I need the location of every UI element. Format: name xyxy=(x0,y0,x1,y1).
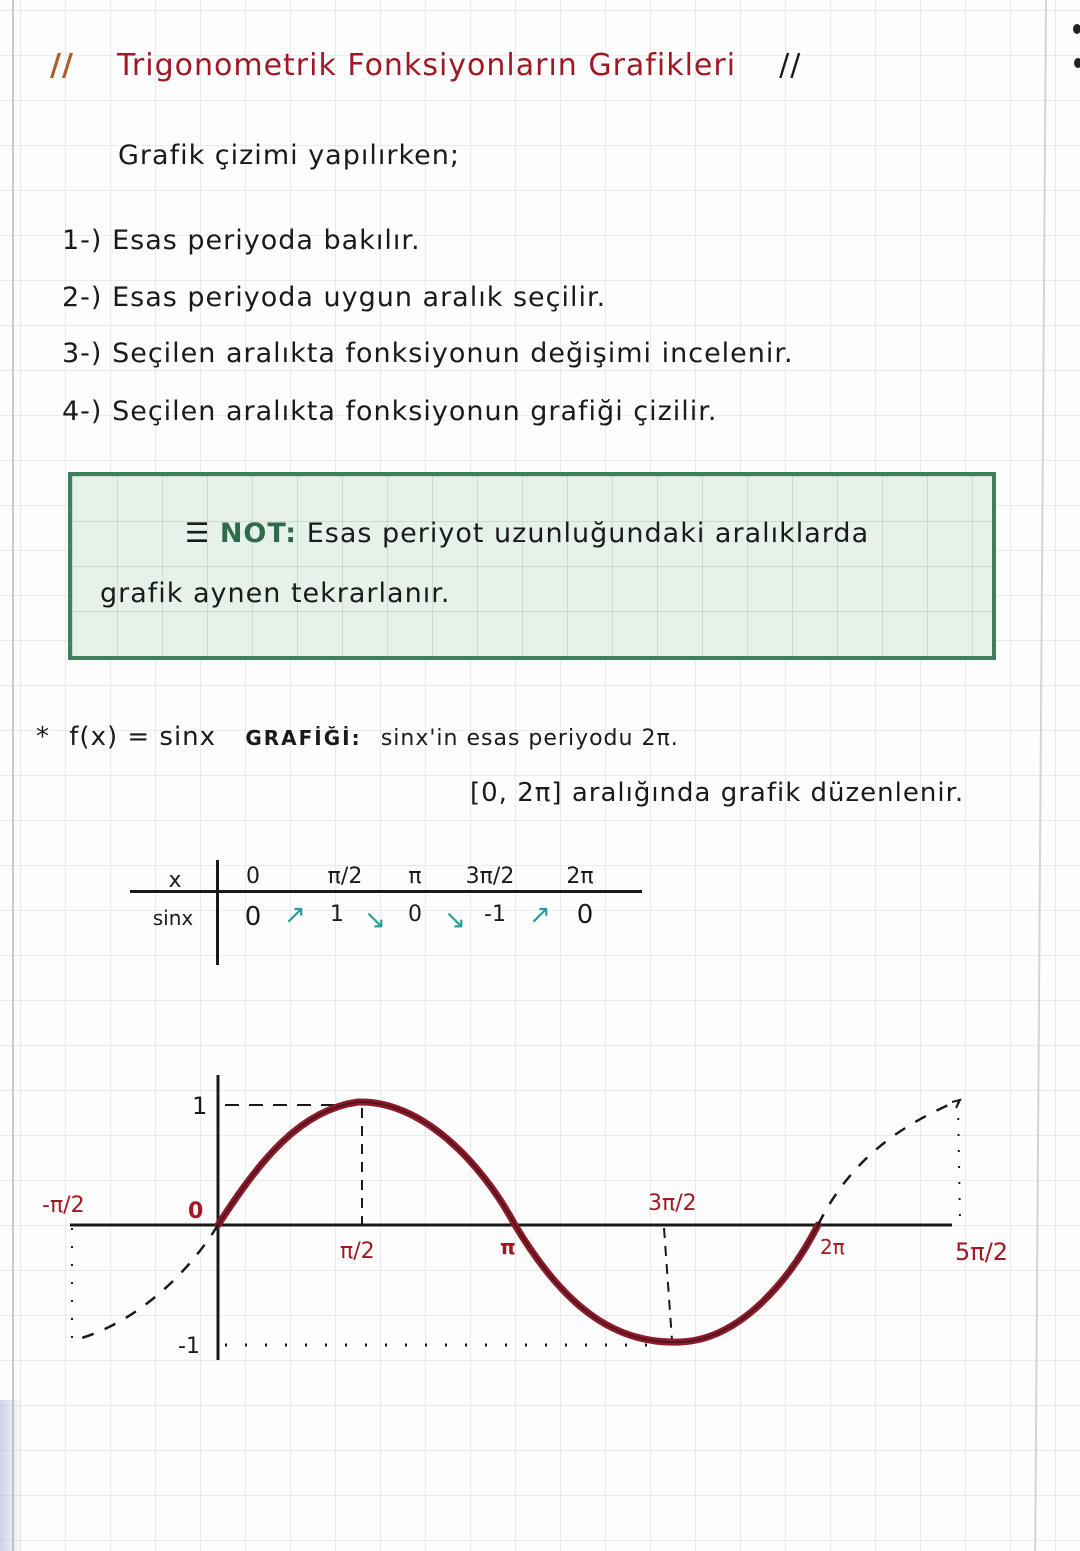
arrow-up-icon: ↗ xyxy=(529,900,551,930)
table-sin-value: 0 xyxy=(576,900,594,930)
interval-text: [0, 2π] aralığında grafik düzenlenir. xyxy=(470,778,965,808)
step-text: Esas periyoda bakılır. xyxy=(112,225,421,256)
x-label-neg-half-pi: -π/2 xyxy=(42,1193,85,1218)
y-label-origin: 0 xyxy=(188,1199,204,1224)
note-text-1: Esas periyot uzunluğundaki aralıklarda xyxy=(306,518,870,549)
function-heading xyxy=(36,722,679,752)
table-header-sinx: sinx xyxy=(152,906,194,930)
table-sin-value: -1 xyxy=(484,902,506,927)
note-line-2: grafik aynen tekrarlanır. xyxy=(100,578,451,609)
subtitle: Grafik çizimi yapılırken; xyxy=(118,140,460,171)
title-delimiter-right: // xyxy=(779,48,802,83)
step-item xyxy=(62,282,606,313)
arrow-down-icon: ↘ xyxy=(364,905,386,935)
note-line-1 xyxy=(185,518,869,549)
sine-graph xyxy=(0,1060,1080,1380)
step-text: Esas periyoda uygun aralık seçilir. xyxy=(112,282,607,313)
step-item xyxy=(62,338,794,369)
sine-curve xyxy=(218,1102,818,1342)
period-text: sinx'in esas periyodu 2π. xyxy=(380,726,679,751)
step-number: 3-) xyxy=(62,338,103,369)
title-delimiter-left: // xyxy=(50,48,74,83)
table-x-value: π xyxy=(408,864,422,889)
table-sin-value: 0 xyxy=(244,902,262,932)
step-number: 1-) xyxy=(62,225,103,256)
step-text: Seçilen aralıkta fonksiyonun grafiği çizilir. xyxy=(112,396,718,427)
step-text: Seçilen aralıkta fonksiyonun değişimi incelenir. xyxy=(112,338,794,369)
x-label-two-pi: 2π xyxy=(820,1235,845,1259)
note-icon: ☰ xyxy=(185,518,211,549)
table-header-x: x xyxy=(168,868,182,893)
table-sin-value: 0 xyxy=(408,902,422,927)
binder-hole xyxy=(1073,24,1080,34)
page-title xyxy=(50,48,801,83)
binder-hole xyxy=(1074,58,1080,68)
function-heading-label: GRAFİĞİ: xyxy=(245,726,362,750)
table-x-value: π/2 xyxy=(327,864,363,889)
table-x-value: 3π/2 xyxy=(465,864,515,889)
step-item xyxy=(62,225,421,256)
title-text: Trigonometrik Fonksiyonların Grafikleri xyxy=(117,48,737,83)
table-x-value: 2π xyxy=(566,864,594,889)
step-number: 4-) xyxy=(62,396,103,427)
table-sin-value: 1 xyxy=(330,902,344,927)
x-label-half-pi: π/2 xyxy=(340,1239,375,1264)
page-shadow xyxy=(0,1400,22,1551)
step-item xyxy=(62,396,718,427)
note-label: NOT: xyxy=(219,518,298,549)
y-label-one: 1 xyxy=(192,1092,208,1120)
table-x-value: 0 xyxy=(246,864,260,889)
bullet-star-icon: * xyxy=(36,722,50,752)
x-label-three-half-pi: 3π/2 xyxy=(648,1191,697,1216)
arrow-up-icon: ↗ xyxy=(284,900,306,930)
function-expression: f(x) = sinx xyxy=(69,722,217,752)
x-label-pi: π xyxy=(500,1235,516,1259)
x-label-five-half-pi: 5π/2 xyxy=(955,1238,1009,1266)
y-label-minus-one: -1 xyxy=(178,1334,200,1359)
arrow-down-icon: ↘ xyxy=(444,905,466,935)
step-number: 2-) xyxy=(62,282,103,313)
note-box xyxy=(68,472,996,660)
